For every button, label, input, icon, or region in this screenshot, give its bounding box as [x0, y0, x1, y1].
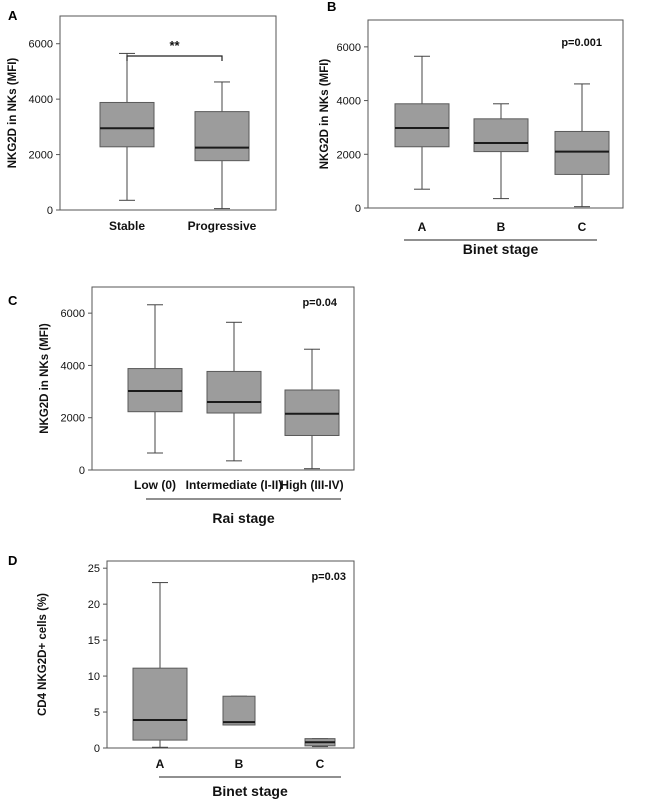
x-category-label: Stable [108, 219, 146, 233]
box-c [305, 739, 335, 747]
y-tick-label: 2000 [60, 412, 85, 425]
box-c [555, 84, 609, 207]
y-tick-label: 6000 [336, 41, 361, 54]
y-tick-label: 20 [87, 599, 100, 612]
box-low-0 [128, 305, 182, 453]
iqr-box [207, 371, 261, 413]
p-value: p=0.03 [311, 571, 346, 583]
significance-stars: ** [169, 38, 180, 53]
y-tick-label: 0 [354, 203, 361, 215]
y-tick-label: 4000 [60, 360, 85, 373]
x-category-label: A [155, 757, 165, 771]
y-tick-label: 4000 [336, 95, 361, 108]
iqr-box [195, 112, 249, 161]
x-category-label: C [577, 220, 587, 234]
x-axis-label: Rai stage [212, 510, 275, 526]
iqr-box [555, 131, 609, 174]
iqr-box [285, 390, 339, 435]
y-tick-label: 4000 [28, 94, 53, 107]
y-tick-label: 25 [87, 563, 100, 576]
panel-letter: A [8, 8, 18, 23]
x-category-label: B [496, 220, 506, 234]
iqr-box [395, 104, 449, 147]
iqr-box [474, 119, 528, 152]
y-tick-label: 0 [46, 205, 53, 217]
p-value: p=0.001 [561, 37, 602, 49]
panel-letter: D [8, 553, 18, 568]
panel-a [7, 8, 276, 233]
panel-letter: B [327, 0, 337, 14]
y-tick-label: 6000 [60, 308, 85, 321]
iqr-box [133, 668, 187, 740]
significance-bracket [127, 56, 222, 61]
p-value: p=0.04 [302, 297, 337, 309]
x-axis-label: Binet stage [212, 783, 288, 799]
box-b [223, 696, 255, 725]
y-axis-label: NKG2D in NKs (MFI) [39, 323, 51, 434]
y-axis-label: NKG2D in NKs (MFI) [319, 58, 331, 170]
box-a [395, 56, 449, 189]
box-high-iii-iv [285, 349, 339, 468]
y-tick-label: 2000 [28, 149, 53, 162]
y-tick-label: 5 [93, 707, 100, 720]
y-axis-label: CD4 NKG2D+ cells (%) [37, 592, 49, 717]
y-axis-label: NKG2D in NKs (MFI) [7, 57, 19, 169]
x-category-label: C [315, 757, 325, 771]
x-category-label: Progressive [187, 219, 257, 233]
panel-b [319, 0, 623, 257]
iqr-box [223, 696, 255, 725]
x-axis-label: Binet stage [462, 241, 539, 257]
y-tick-label: 15 [87, 635, 100, 648]
box-progressive [195, 82, 249, 209]
x-category-label: Low (0) [134, 478, 176, 492]
iqr-box [100, 102, 154, 146]
x-category-label: A [417, 220, 427, 234]
box-b [474, 104, 528, 199]
y-tick-label: 0 [78, 465, 85, 477]
x-category-label: B [234, 757, 244, 771]
box-stable [100, 53, 154, 200]
y-tick-label: 0 [93, 743, 100, 755]
box-intermediate-i-ii [207, 322, 261, 461]
box-a [133, 583, 187, 748]
y-tick-label: 10 [87, 671, 100, 684]
y-tick-label: 2000 [336, 149, 361, 162]
panel-letter: C [8, 293, 18, 308]
panel-d [8, 553, 354, 799]
y-tick-label: 6000 [28, 38, 53, 51]
x-category-label: High (III-IV) [280, 478, 344, 492]
x-category-label: Intermediate (I-II) [185, 478, 283, 492]
panel-c [8, 287, 354, 526]
